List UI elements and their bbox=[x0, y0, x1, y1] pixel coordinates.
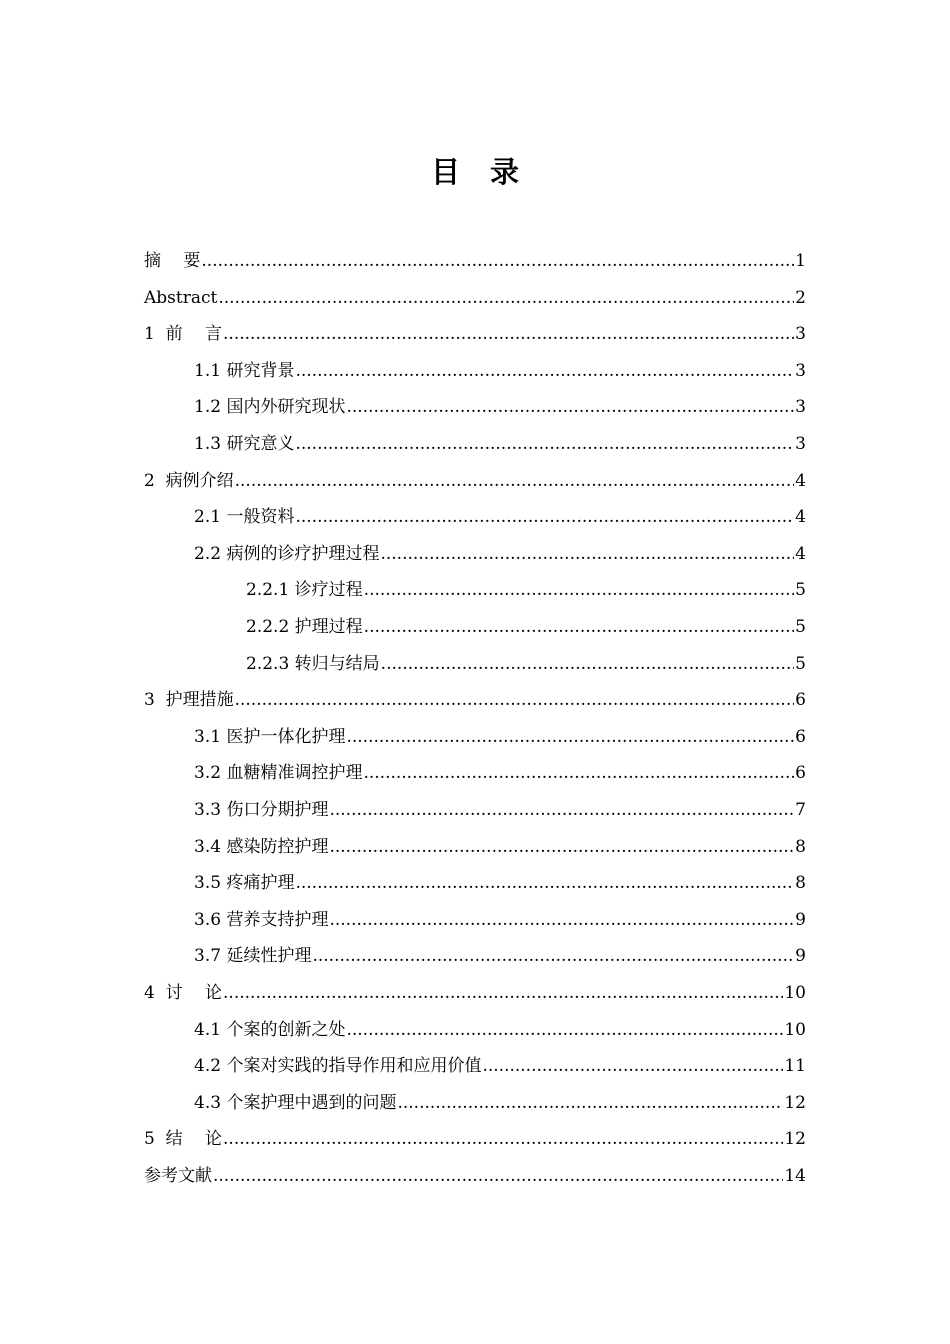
toc-entry[interactable] bbox=[144, 1121, 806, 1157]
toc-leader-dots bbox=[223, 975, 783, 1011]
toc-page-number: 4 bbox=[795, 507, 806, 528]
toc-entry-label: 3.3 伤口分期护理 bbox=[194, 800, 329, 820]
toc-leader-dots bbox=[295, 353, 794, 389]
toc-entry[interactable] bbox=[194, 1048, 806, 1084]
toc-entry-label: Abstract bbox=[144, 287, 218, 308]
toc-entry-label: 4 讨 论 bbox=[144, 983, 223, 1003]
toc-page-number: 6 bbox=[795, 690, 806, 711]
toc-page-number: 11 bbox=[784, 1056, 806, 1077]
toc-page-number: 9 bbox=[795, 946, 806, 967]
toc-entry-label: 3.4 感染防控护理 bbox=[194, 836, 329, 857]
toc-entry[interactable] bbox=[144, 1158, 806, 1194]
toc-leader-dots bbox=[295, 499, 794, 535]
toc-entry[interactable] bbox=[144, 463, 806, 499]
toc-page-number: 3 bbox=[795, 324, 806, 345]
toc-leader-dots bbox=[364, 609, 795, 645]
toc-entry[interactable] bbox=[194, 536, 806, 572]
toc-leader-dots bbox=[364, 572, 795, 608]
toc-page-number: 2 bbox=[795, 287, 806, 308]
toc-leader-dots bbox=[295, 865, 794, 901]
toc-entry[interactable] bbox=[194, 829, 806, 865]
toc-entry-label: 3.6 营养支持护理 bbox=[194, 909, 329, 930]
toc-leader-dots bbox=[223, 1121, 783, 1157]
toc-entry[interactable] bbox=[194, 865, 806, 901]
toc-page-number: 3 bbox=[795, 434, 806, 454]
toc-leader-dots bbox=[397, 1085, 783, 1121]
toc-entry[interactable] bbox=[194, 389, 806, 425]
toc-leader-dots bbox=[213, 1158, 783, 1194]
toc-entry-label: 3 护理措施 bbox=[144, 690, 234, 711]
toc-entry[interactable] bbox=[194, 426, 806, 462]
toc-page-number: 8 bbox=[795, 836, 806, 857]
toc-leader-dots bbox=[329, 829, 794, 865]
toc-entry-label: 2 病例介绍 bbox=[144, 470, 234, 491]
toc-leader-dots bbox=[380, 536, 794, 572]
toc-leader-dots bbox=[312, 938, 794, 974]
toc-entry[interactable] bbox=[194, 499, 806, 535]
toc-entry-label: 摘 要 bbox=[144, 251, 201, 271]
toc-page-number: 3 bbox=[795, 397, 806, 418]
toc-entry[interactable] bbox=[194, 938, 806, 974]
toc-page-number: 3 bbox=[795, 360, 806, 381]
toc-entry-label: 2.2 病例的诊疗护理过程 bbox=[194, 543, 380, 564]
toc-leader-dots bbox=[223, 316, 794, 352]
toc-entry-label: 2.2.2 护理过程 bbox=[246, 617, 363, 637]
toc-entry[interactable] bbox=[194, 719, 806, 755]
toc-entry[interactable] bbox=[144, 682, 806, 718]
toc-title-char-2: 录 bbox=[490, 155, 520, 189]
toc-page-number: 12 bbox=[784, 1092, 806, 1113]
toc-leader-dots bbox=[201, 243, 794, 279]
toc-entry[interactable] bbox=[194, 1012, 806, 1048]
toc-page-number: 4 bbox=[795, 470, 806, 491]
toc-entry-label: 1 前 言 bbox=[144, 324, 223, 345]
toc-page-number: 1 bbox=[795, 251, 806, 271]
toc-entry[interactable] bbox=[246, 609, 806, 645]
toc-entry-label: 3.1 医护一体化护理 bbox=[194, 726, 346, 747]
toc-entry-label: 1.1 研究背景 bbox=[194, 360, 295, 381]
toc-entry[interactable] bbox=[144, 975, 806, 1011]
toc-page-number: 6 bbox=[795, 763, 806, 784]
toc-entry-label: 1.3 研究意义 bbox=[194, 434, 295, 454]
toc-leader-dots bbox=[363, 755, 794, 791]
toc-entry-label: 3.7 延续性护理 bbox=[194, 946, 312, 967]
toc-entry-label: 3.2 血糖精准调控护理 bbox=[194, 763, 363, 784]
toc-entry-label: 2.2.3 转归与结局 bbox=[246, 653, 380, 674]
toc-leader-dots bbox=[329, 902, 794, 938]
toc-page-number: 5 bbox=[795, 580, 806, 601]
toc-leader-dots bbox=[218, 280, 794, 316]
toc-leader-dots bbox=[346, 1012, 783, 1048]
toc-leader-dots bbox=[329, 792, 794, 828]
toc-page-number: 6 bbox=[795, 726, 806, 747]
toc-entry[interactable] bbox=[194, 1085, 806, 1121]
toc-entry[interactable] bbox=[144, 316, 806, 352]
toc-entry-label: 4.1 个案的创新之处 bbox=[194, 1019, 346, 1040]
toc-page-number: 4 bbox=[795, 543, 806, 564]
toc-entry-label: 4.2 个案对实践的指导作用和应用价值 bbox=[194, 1056, 482, 1077]
toc-page-number: 8 bbox=[795, 873, 806, 894]
toc-entry[interactable] bbox=[194, 792, 806, 828]
toc-entry[interactable] bbox=[246, 646, 806, 682]
toc-page-number: 10 bbox=[784, 983, 806, 1003]
toc-entry[interactable] bbox=[194, 902, 806, 938]
toc-title-char-1: 目 bbox=[430, 155, 460, 189]
toc-entry-label: 1.2 国内外研究现状 bbox=[194, 397, 346, 418]
toc-entry[interactable] bbox=[144, 243, 806, 279]
toc-entry-label: 参考文献 bbox=[144, 1166, 212, 1186]
toc-entry-label: 2.2.1 诊疗过程 bbox=[246, 580, 363, 601]
toc-leader-dots bbox=[346, 389, 794, 425]
toc-leader-dots bbox=[235, 463, 795, 499]
toc-page-number: 14 bbox=[784, 1166, 806, 1186]
toc-page-number: 9 bbox=[795, 909, 806, 930]
toc-page-number: 10 bbox=[784, 1019, 806, 1040]
toc-leader-dots bbox=[381, 646, 795, 682]
toc-leader-dots bbox=[482, 1048, 783, 1084]
toc-leader-dots bbox=[346, 719, 794, 755]
toc-entry[interactable] bbox=[194, 353, 806, 389]
toc-page-number: 12 bbox=[784, 1129, 806, 1150]
toc-entry[interactable] bbox=[144, 280, 806, 316]
toc-entry[interactable] bbox=[246, 572, 806, 608]
toc-entry-label: 5 结 论 bbox=[144, 1129, 223, 1150]
toc-page-number: 5 bbox=[795, 617, 806, 637]
toc-entry-label: 2.1 一般资料 bbox=[194, 507, 295, 528]
toc-page-number: 7 bbox=[795, 800, 806, 820]
toc-entry-label: 3.5 疼痛护理 bbox=[194, 873, 295, 894]
toc-title bbox=[0, 148, 950, 196]
toc-leader-dots bbox=[235, 682, 795, 718]
toc-entry[interactable] bbox=[194, 755, 806, 791]
toc-entry-label: 4.3 个案护理中遇到的问题 bbox=[194, 1092, 397, 1113]
toc-page-number: 5 bbox=[795, 653, 806, 674]
toc-leader-dots bbox=[295, 426, 794, 462]
